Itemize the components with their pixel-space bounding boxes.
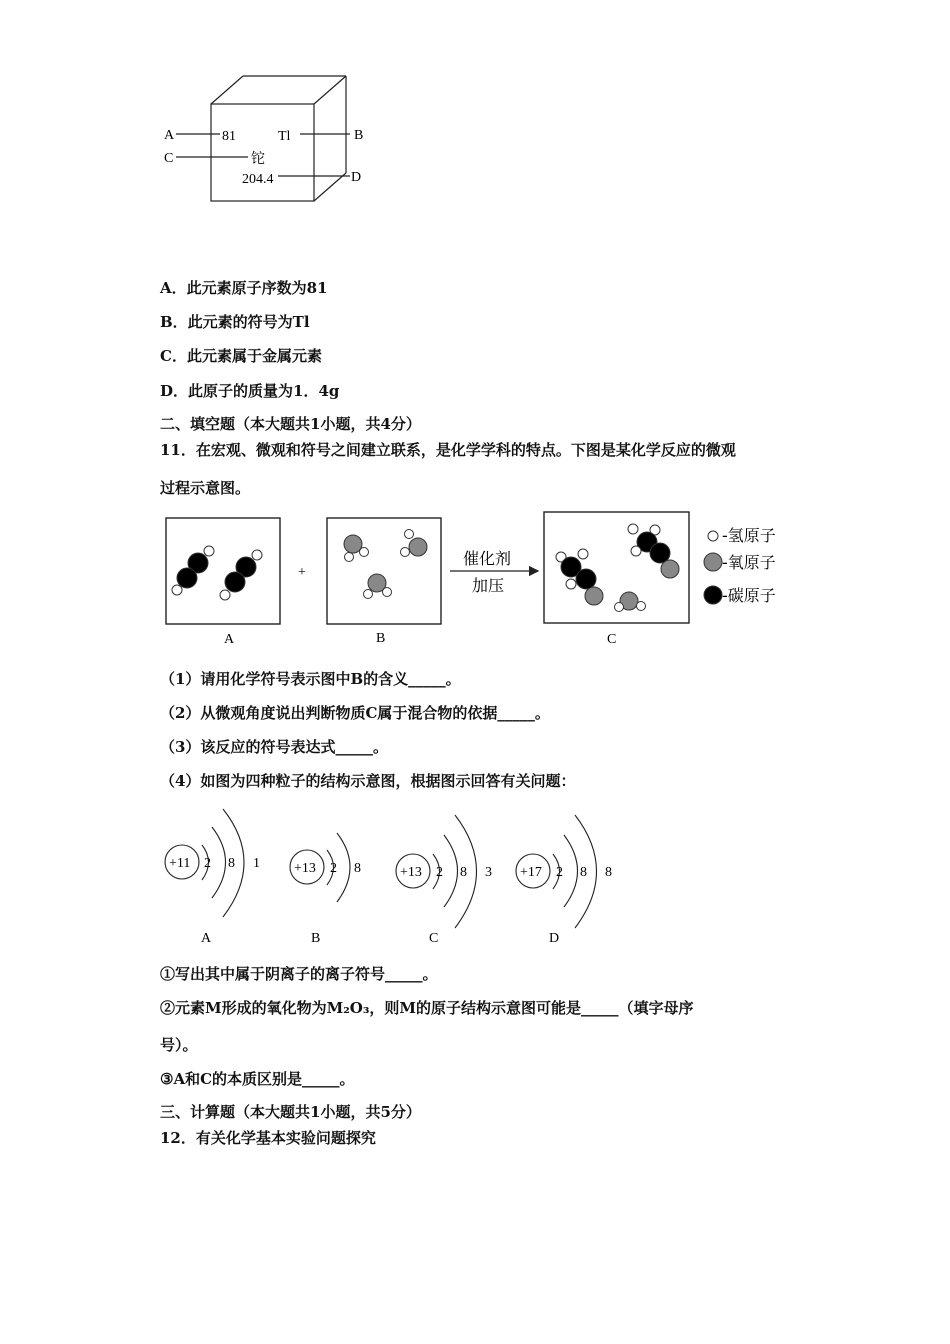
reaction-figure [160, 508, 800, 654]
particle-b-label: B [311, 931, 321, 946]
particle-d-shell-3: 8 [605, 865, 612, 880]
q11-part-1: （1）请用化学符号表示图中B的含义_____。 [160, 670, 461, 688]
particle-c-shell-2: 8 [460, 865, 467, 880]
element-symbol: Tl [278, 129, 291, 144]
particle-d-nucleus: +17 [520, 865, 542, 880]
particle-c-shell-3: 3 [485, 865, 492, 880]
option-c: C．此元素属于金属元素 [160, 347, 322, 365]
option-d: D．此原子的质量为1．4g [160, 382, 340, 400]
q11-part-2: （2）从微观角度说出判断物质C属于混合物的依据_____。 [160, 704, 550, 722]
plus-sign: + [298, 565, 306, 580]
q11-stem-line1: 11．在宏观、微观和符号之间建立联系，是化学学科的特点。下图是某化学反应的微观 [160, 441, 736, 459]
particle-c-shell-1: 2 [436, 865, 443, 880]
section-3-title: 三、计算题（本大题共1小题，共5分） [160, 1103, 421, 1121]
label-a: A [164, 128, 175, 143]
legend-hydrogen: -氢原子 [722, 526, 776, 545]
particle-diagrams [155, 805, 635, 950]
particle-d-shell-1: 2 [556, 865, 563, 880]
particle-a-label: A [201, 931, 212, 946]
particle-a-nucleus: +11 [169, 856, 191, 871]
section-2-title: 二、填空题（本大题共1小题，共4分） [160, 415, 421, 433]
label-b: B [354, 128, 364, 143]
box-label-c: C [607, 632, 617, 647]
atomic-number: 81 [222, 129, 236, 144]
legend-oxygen: -氧原子 [722, 553, 776, 572]
particle-c-label: C [429, 931, 439, 946]
particle-d-label: D [549, 931, 560, 946]
box-label-a: A [224, 632, 235, 647]
q12-stem: 12．有关化学基本实验问题探究 [160, 1129, 376, 1147]
particle-b-shell-1: 2 [330, 861, 337, 876]
label-d: D [351, 170, 362, 185]
sub-question-1: ①写出其中属于阴离子的离子符号_____。 [160, 965, 438, 983]
box-label-b: B [376, 631, 386, 646]
legend-carbon: -碳原子 [722, 586, 776, 605]
condition-catalyst: 催化剂 [463, 549, 512, 568]
particle-b-nucleus: +13 [294, 861, 316, 876]
element-name: 铊 [251, 151, 265, 167]
sub-question-2-line2: 号）。 [160, 1036, 198, 1054]
q11-part-3: （3）该反应的符号表达式_____。 [160, 738, 388, 756]
sub-question-3: ③A和C的本质区别是_____。 [160, 1070, 355, 1088]
label-c: C [164, 151, 174, 166]
q11-part-4: （4）如图为四种粒子的结构示意图，根据图示回答有关问题： [160, 772, 576, 790]
element-cell-figure [150, 70, 380, 210]
particle-a-shell-3: 1 [253, 856, 260, 871]
sub-question-2-line1: ②元素M形成的氧化物为M₂O₃，则M的原子结构示意图可能是_____（填字母序 [160, 999, 694, 1017]
option-a: A．此元素原子序数为81 [160, 279, 328, 297]
q11-stem-line2: 过程示意图。 [160, 479, 251, 497]
condition-pressure: 加压 [472, 576, 505, 595]
particle-c-nucleus: +13 [400, 865, 422, 880]
atomic-mass: 204.4 [242, 172, 274, 187]
particle-d-shell-2: 8 [580, 865, 587, 880]
particle-b-shell-2: 8 [354, 861, 361, 876]
option-b: B．此元素的符号为Tl [160, 313, 310, 331]
particle-a-shell-2: 8 [228, 856, 235, 871]
particle-a-shell-1: 2 [204, 856, 211, 871]
